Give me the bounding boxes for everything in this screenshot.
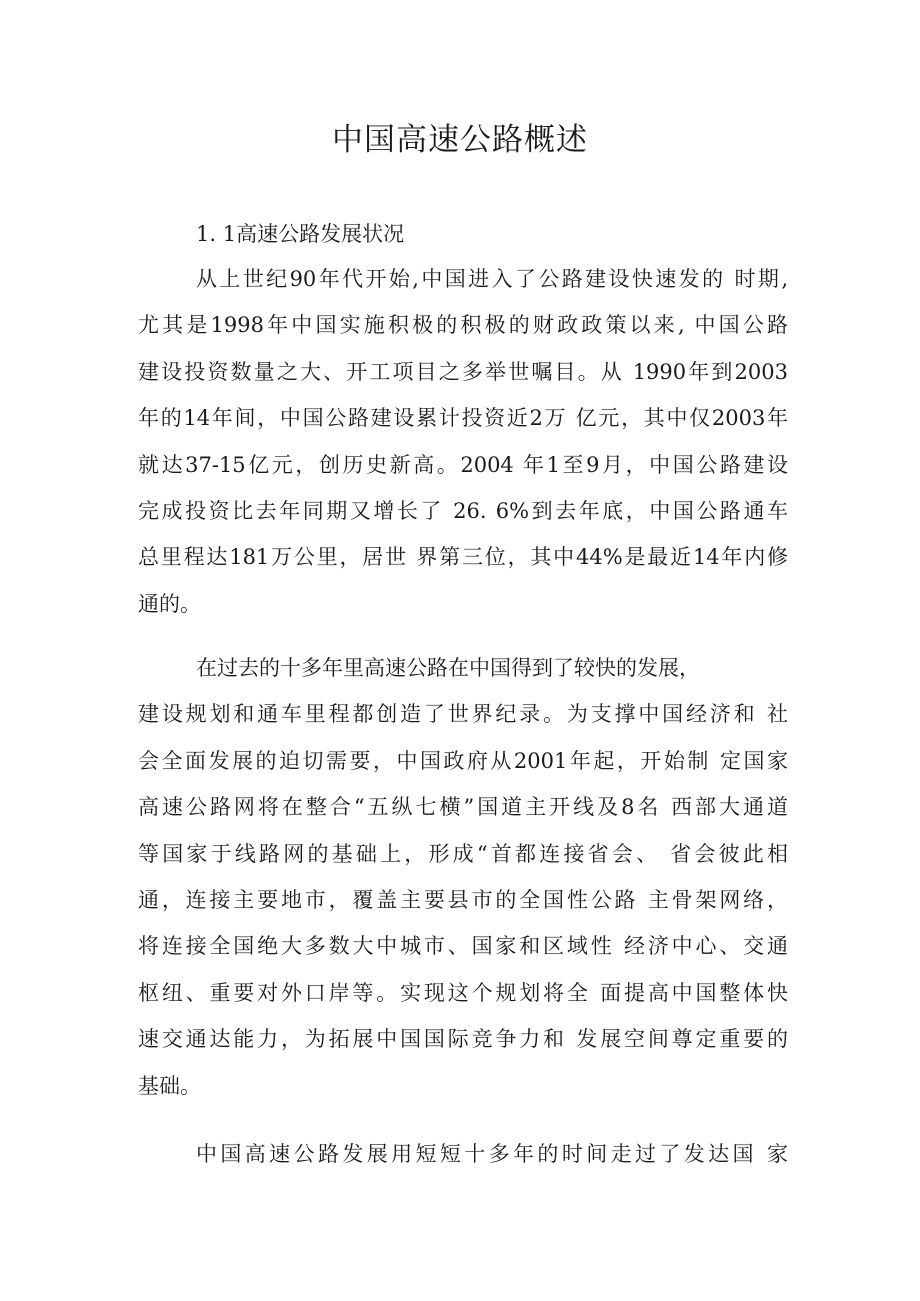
paragraph-line: 通，连接主要地市，覆盖主要县市的全国性公路 主骨架网络， xyxy=(138,887,788,912)
paragraph-line: 基础。 xyxy=(138,1073,201,1098)
paragraph-line: 从上世纪90年代开始,中国进入了公路建设快速发的 时期, xyxy=(196,267,788,291)
paragraph-line: 完成投资比去年同期又增长了 26. 6%到去年底，中国公路通车 xyxy=(138,498,788,523)
paragraph-line: 年的14年间，中国公路建设累计投资近2万 亿元，其中仅2003年 xyxy=(138,406,788,431)
paragraph-line: 枢纽、重要对外口岸等。实现这个规划将全 面提高中国整体快 xyxy=(138,980,788,1005)
paragraph-line: 中国高速公路发展用短短十多年的时间走过了发达国 家 xyxy=(196,1142,788,1166)
paragraph-line: 速交通达能力，为拓展中国国际竞争力和 发展空间尊定重要的 xyxy=(138,1027,788,1052)
paragraph-line: 高速公路网将在整合“五纵七横”国道主开线及8名 西部大通道 xyxy=(138,795,788,820)
paragraph-line: 将连接全国绝大多数大中城市、国家和区域性 经济中心、交通 xyxy=(138,934,788,959)
paragraph-line: 等国家于线路网的基础上，形成“首都连接省会、 省会彼此相 xyxy=(138,841,788,866)
paragraph-3 xyxy=(138,1131,788,1177)
paragraph-line: 通的。 xyxy=(138,591,201,616)
paragraph-1 xyxy=(138,256,788,627)
paragraph-line: 总里程达181万公里，居世 界第三位，其中44%是最近14年内修 xyxy=(138,545,788,570)
paragraph-line: 建设规划和通车里程都创造了世界纪录。为支撑中国经济和 社 xyxy=(138,702,788,727)
paragraph-line: 就达37-15亿元，创历史新高。2004 年1至9月，中国公路建设 xyxy=(138,452,788,477)
paragraph-2 xyxy=(138,645,788,1109)
paragraph-line: 会全面发展的迫切需要，中国政府从2001年起，开始制 定国家 xyxy=(138,748,788,773)
paragraph-line: 建设投资数量之大、开工项目之多举世嘱目。从 1990年到2003 xyxy=(138,359,788,384)
paragraph-line: 在过去的十多年里高速公路在中国得到了较快的发展， xyxy=(196,656,700,680)
document-title: 中国高速公路概述 xyxy=(332,122,588,158)
section-heading: 1. 1高速公路发展状况 xyxy=(196,222,405,246)
paragraph-line: 尤其是1998年中国实施积极的积极的财政政策以来, 中国公路 xyxy=(138,313,788,338)
